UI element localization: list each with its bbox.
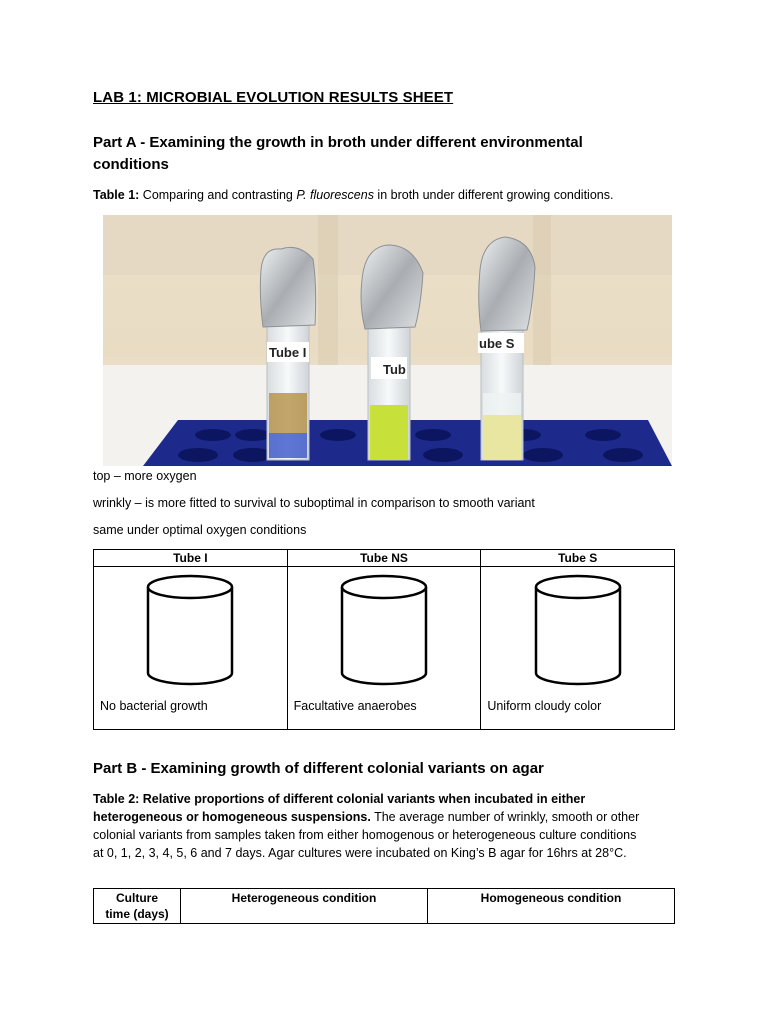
part-b-heading: Part B - Examining growth of different colonial variants on agar [93, 760, 544, 777]
table1-text-tube-i: No bacterial growth [100, 699, 208, 713]
table2-header-culture-line2: time (days) [105, 907, 169, 921]
photo-tube1-label: Tube I [269, 345, 307, 360]
table2-desc-bold-line2: heterogeneous or homogeneous suspensions. [93, 810, 371, 824]
cylinder-icon [339, 573, 429, 687]
table1-caption [93, 186, 613, 204]
table2-header-culture-line1: Culture [116, 891, 158, 905]
part-a-heading-line1: Part A - Examining the growth in broth under different environmental [93, 134, 583, 151]
photo-tube2-label: Tub [383, 362, 406, 377]
cylinder-icon [145, 573, 235, 687]
table1-text-tube-ns: Facultative anaerobes [293, 699, 417, 713]
broth-tubes-photo [103, 215, 672, 466]
page-title: LAB 1: MICROBIAL EVOLUTION RESULTS SHEET [93, 89, 454, 106]
table2-description [93, 790, 678, 862]
table1 [93, 549, 675, 730]
table2-desc-line2-rest: The average number of wrinkly, smooth or other [370, 810, 640, 824]
photo-tube3-label: ube S [479, 336, 515, 351]
table2-header-row [94, 889, 675, 924]
cylinder-icon [533, 573, 623, 687]
table1-header-tube-i: Tube I [94, 550, 288, 567]
table2-header-culture-time [94, 889, 181, 924]
table2-header-heterogeneous: Heterogeneous condition [181, 889, 428, 924]
table1-caption-post: in broth under different growing conditions. [373, 188, 614, 202]
table2-desc-line3: colonial variants from samples taken from either homogenous or heterogeneous culture conditions [93, 828, 637, 842]
table2-desc-bold-line1: Table 2: Relative proportions of different colonial variants when incubated in either [93, 792, 586, 806]
table1-caption-label: Table 1: [93, 188, 140, 202]
table1-text-tube-s: Uniform cloudy color [487, 699, 602, 713]
part-a-heading [93, 132, 693, 176]
table1-cell-tube-i [94, 567, 288, 730]
table1-header-row [94, 550, 675, 567]
table1-cell-tube-ns [287, 567, 481, 730]
part-a-heading-line2: conditions [93, 156, 169, 173]
table2-header-homogeneous: Homogeneous condition [428, 889, 675, 924]
table2 [93, 888, 675, 924]
note-optimal: same under optimal oxygen conditions [93, 523, 307, 537]
table1-caption-pre: Comparing and contrasting [139, 188, 297, 202]
table1-cell-tube-s [481, 567, 675, 730]
note-wrinkly: wrinkly – is more fitted to survival to suboptimal in comparison to smooth variant [93, 496, 535, 510]
table1-caption-species: P. fluorescens [296, 188, 374, 202]
table1-row [94, 567, 675, 730]
table1-header-tube-ns: Tube NS [287, 550, 481, 567]
table2-desc-line4: at 0, 1, 2, 3, 4, 5, 6 and 7 days. Agar cultures were incubated on King’s B agar for 16hrs at 28°C. [93, 846, 627, 860]
note-oxygen: top – more oxygen [93, 469, 197, 483]
table1-header-tube-s: Tube S [481, 550, 675, 567]
